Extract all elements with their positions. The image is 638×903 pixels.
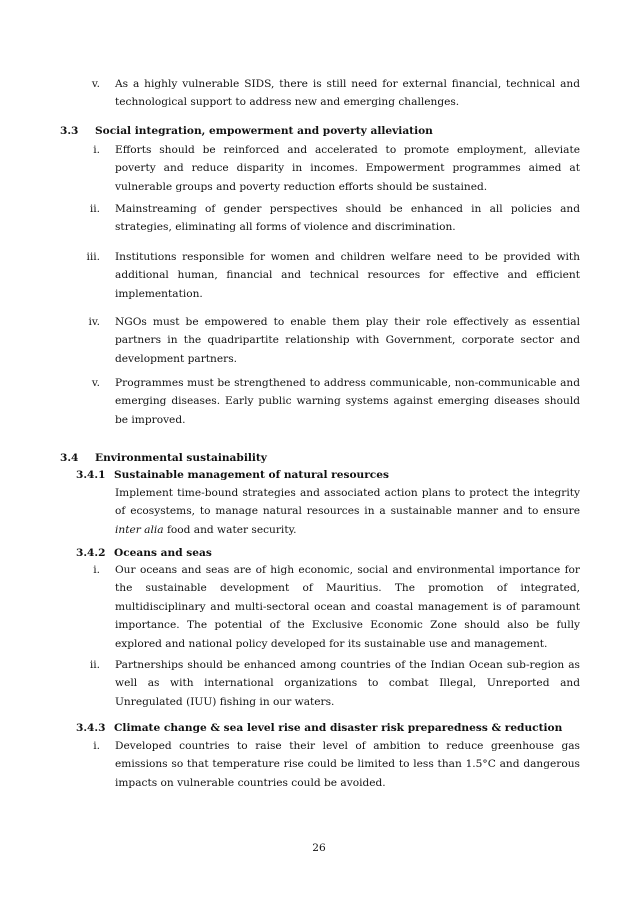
- item-text: Mainstreaming of gender perspectives should be enhanced in all policies and strategies, eliminating all forms of violence and discrimination.: [115, 203, 580, 234]
- paragraph-italic: inter alia: [115, 523, 164, 536]
- paragraph-text-end: food and water security.: [163, 523, 297, 536]
- item-text: Efforts should be reinforced and accelerated to promote employment, alleviate poverty and reduce disparity in incomes. Empowerment programmes aimed at vulnerable groups and poverty reduction efforts should be sustained.: [115, 144, 580, 193]
- subsection-number: 3.4.3: [76, 722, 106, 734]
- page-number: 26: [312, 842, 326, 854]
- subsection-title: Climate change & sea level rise and disaster risk preparedness & reduction: [114, 722, 563, 734]
- subsection-title: Sustainable management of natural resources: [114, 469, 389, 481]
- paragraph: [115, 484, 580, 539]
- item-number: iii.: [86, 251, 100, 263]
- item-text: Programmes must be strengthened to address communicable, non-communicable and emerging diseases. Early public warning systems against emerging diseases should be improved.: [115, 377, 580, 426]
- section-number: 3.3: [60, 125, 79, 137]
- subsection-number: 3.4.2: [76, 547, 106, 559]
- item-text: Our oceans and seas are of high economic, social and environmental importance for the sustainable development of Mauritius. The promotion of integrated, multidisciplinary and multi-sectoral ocean and coastal management is of paramount importance. The potential of the Exclusive Economic Zone should also be fully explored and national policy developed for its sustainable use and management.: [115, 564, 580, 650]
- item-text: Partnerships should be enhanced among countries of the Indian Ocean sub-region as well as with international organizations to combat Illegal, Unreported and Unregulated (IUU) fishing in our waters.: [115, 659, 580, 708]
- section-title: Environmental sustainability: [95, 452, 267, 464]
- paragraph-text: Implement time-bound strategies and associated action plans to protect the integrity of ecosystems, to manage natural resources in a sustainable manner and to ensure: [115, 487, 580, 518]
- item-text: Developed countries to raise their level of ambition to reduce greenhouse gas emissions so that temperature rise could be limited to less than 1.5°C and dangerous impacts on vulnerable countries could be avoided.: [115, 740, 580, 789]
- item-text: As a highly vulnerable SIDS, there is still need for external financial, technical and technological support to address new and emerging challenges.: [115, 78, 580, 109]
- subsection-number: 3.4.1: [76, 469, 106, 481]
- section-number: 3.4: [60, 452, 79, 464]
- subsection-title: Oceans and seas: [114, 547, 212, 559]
- section-title: Social integration, empowerment and poverty alleviation: [95, 125, 433, 137]
- item-number: i.: [93, 740, 100, 752]
- item-number: v.: [91, 377, 100, 389]
- item-number: ii.: [89, 659, 100, 671]
- item-number: ii.: [89, 203, 100, 215]
- item-number: iv.: [88, 316, 100, 328]
- item-number: i.: [93, 144, 100, 156]
- item-text: NGOs must be empowered to enable them play their role effectively as essential partners in the quadripartite relationship with Government, corporate sector and development partners.: [115, 316, 580, 365]
- item-number: i.: [93, 564, 100, 576]
- item-text: Institutions responsible for women and children welfare need to be provided with additional human, financial and technical resources for effective and efficient implementation.: [115, 251, 580, 300]
- item-number: v.: [91, 78, 100, 90]
